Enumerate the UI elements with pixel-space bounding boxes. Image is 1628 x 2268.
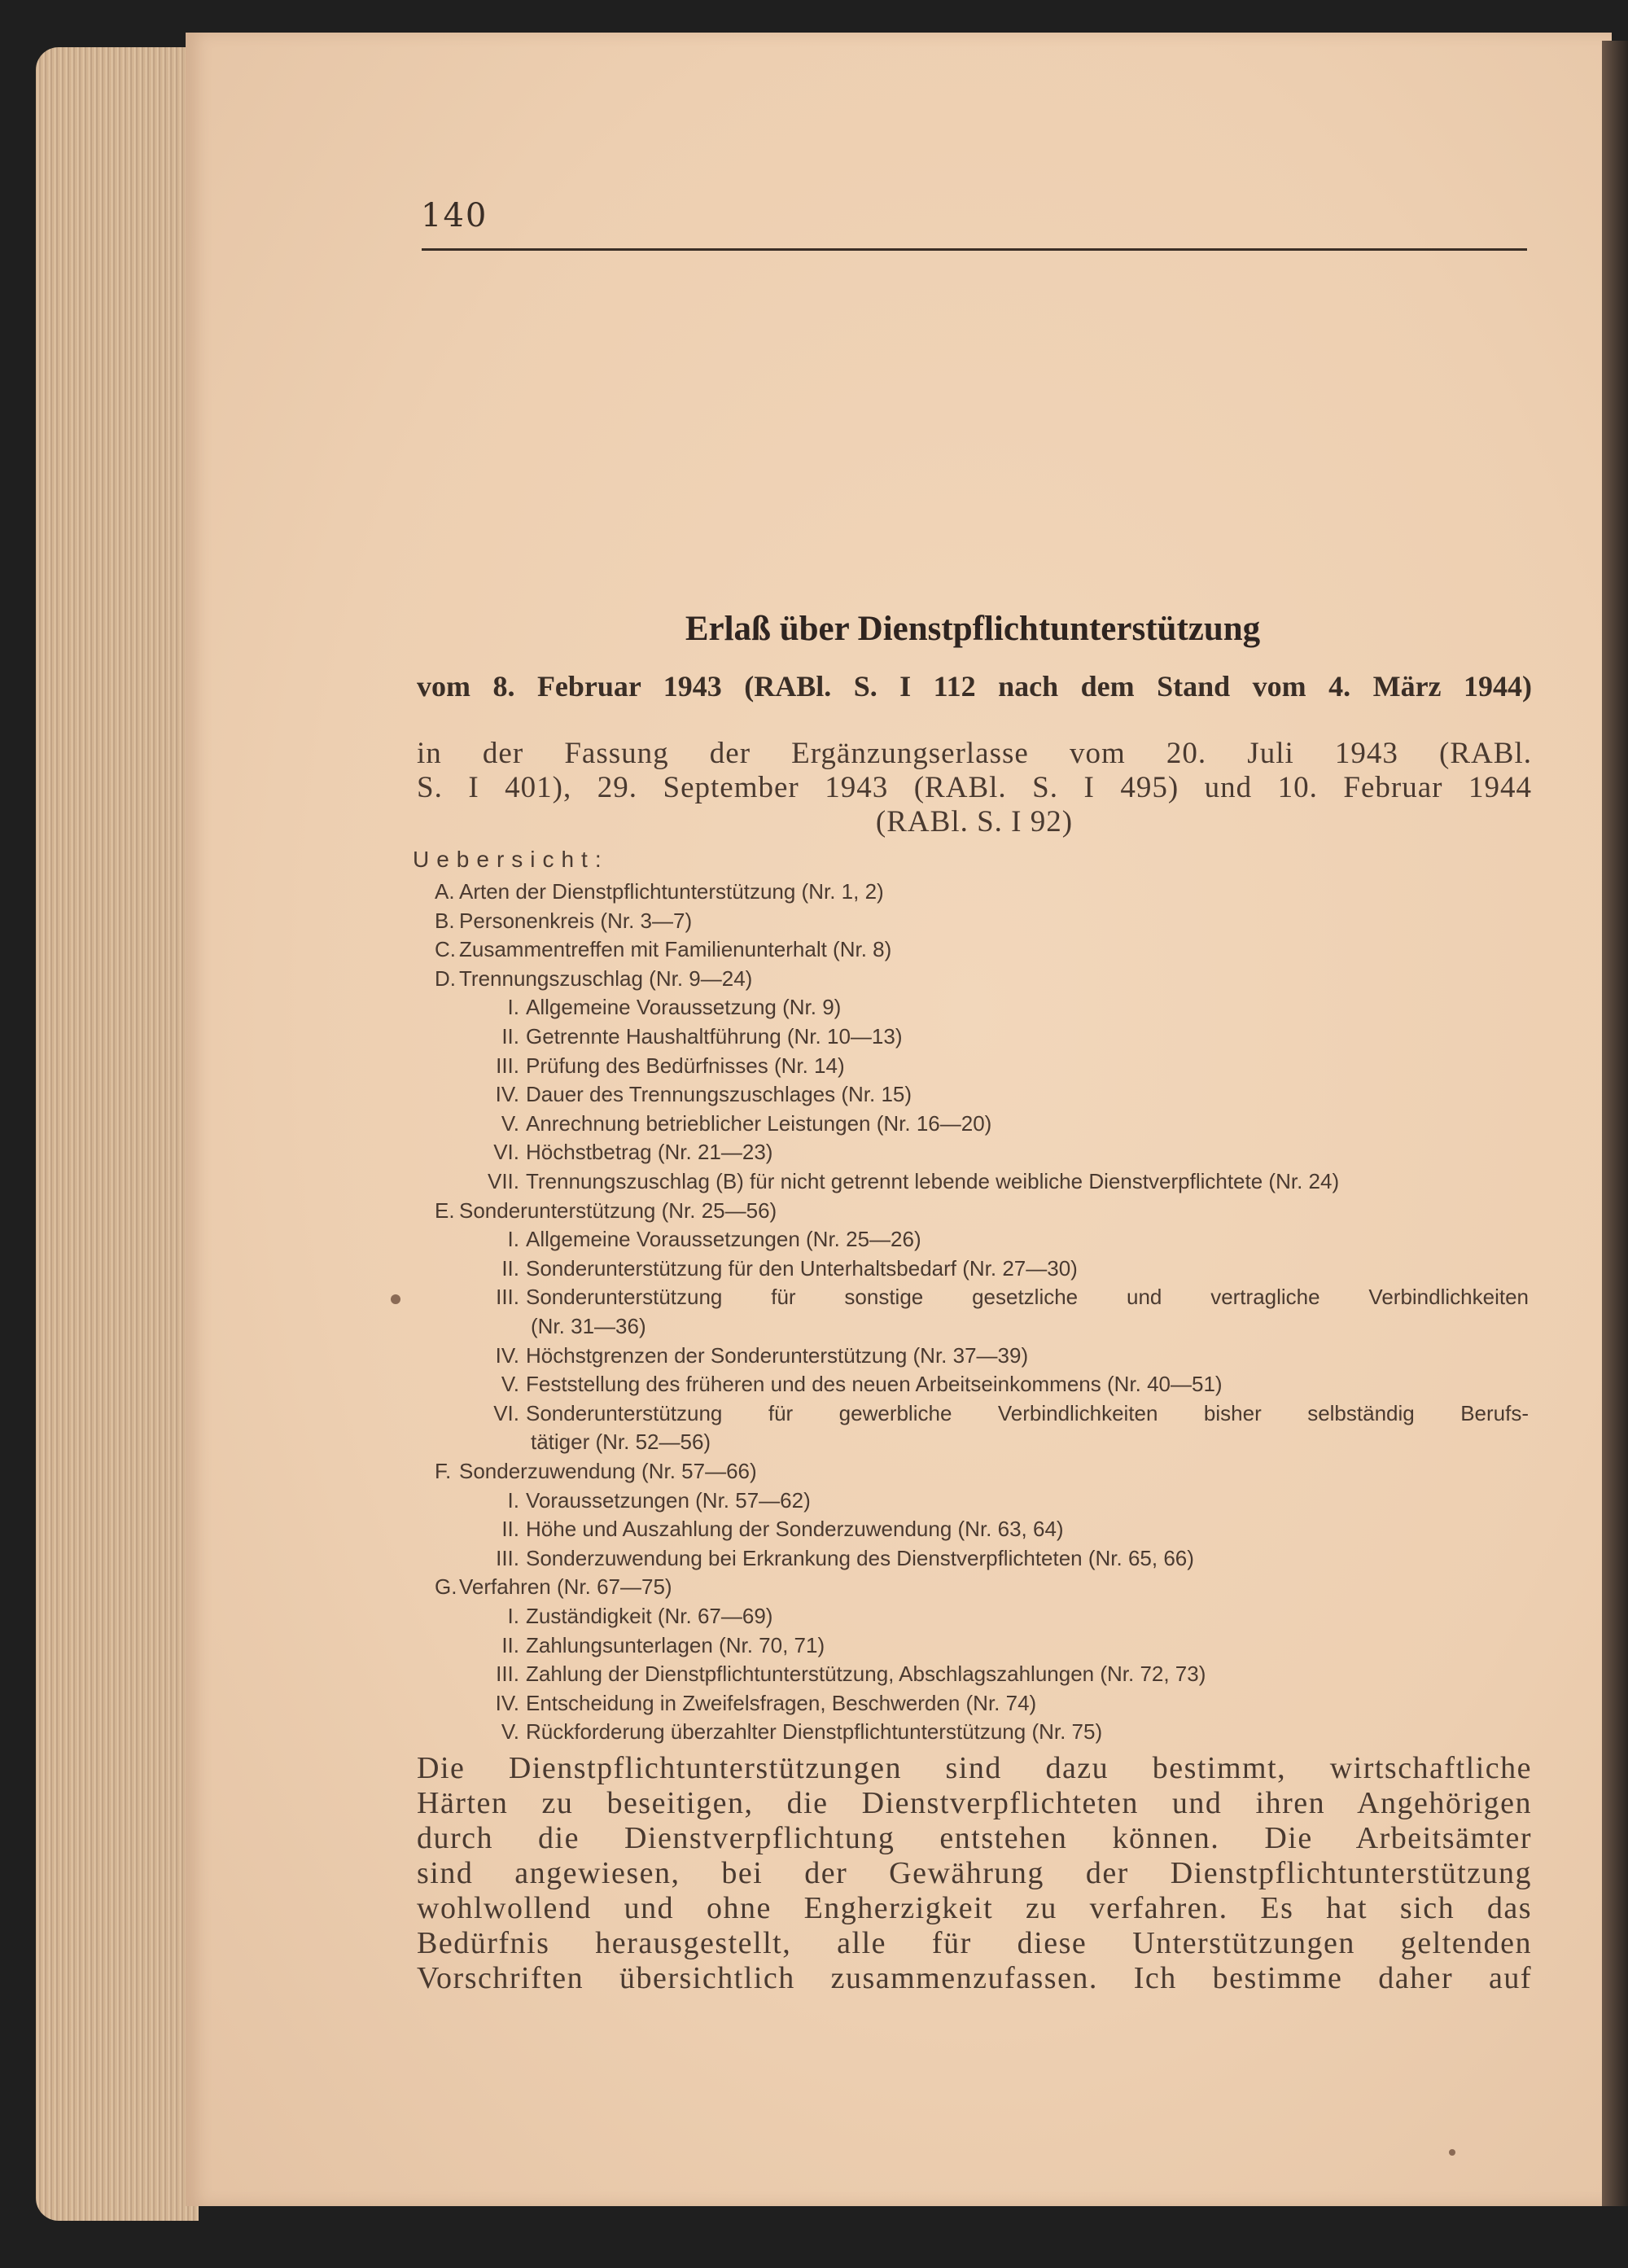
toc-subsection-number: I. — [507, 1227, 519, 1252]
toc-subsection-title: Dauer des Trennungszuschlages (Nr. 15) — [526, 1082, 912, 1107]
toc-section-title: Sonderzuwendung (Nr. 57—66) — [459, 1459, 757, 1483]
toc-section-label: D. — [435, 965, 456, 991]
toc-subsection-title: Trennungszuschlag (B) für nicht getrennt lebende weibliche Dienstverpflichtete (Nr. 24) — [526, 1169, 1340, 1193]
toc-section-title: Personenkreis (Nr. 3—7) — [459, 908, 693, 933]
toc-subsection-number: IV. — [495, 1342, 519, 1368]
toc-section-title: Verfahren (Nr. 67—75) — [459, 1574, 672, 1600]
toc-section-title: Zusammentreffen mit Familienunterhalt (Nr. 8) — [459, 937, 892, 962]
toc-section-label: F. — [435, 1459, 452, 1483]
toc-subsection-number: III. — [496, 1662, 519, 1687]
toc-subsection-title: Allgemeine Voraussetzungen (Nr. 25—26) — [526, 1227, 921, 1252]
body-line: wohlwollend und ohne Engherzigkeit zu verfahren. Es hat sich das — [417, 1891, 1532, 1925]
toc-subsection-title: Feststellung des früheren und des neuen Arbeitseinkommens (Nr. 40—51) — [526, 1372, 1223, 1397]
toc-subsection-number: VI. — [493, 1400, 519, 1425]
toc-section-label: A. — [435, 879, 455, 904]
toc-subsection-title: (Nr. 31—36) — [531, 1314, 646, 1338]
toc-subsection-number: I. — [507, 1604, 519, 1628]
body-line: Bedürfnis herausgestellt, alle für diese Unterstützungen geltenden — [417, 1926, 1532, 1960]
toc-subsection-number: II. — [501, 1517, 519, 1542]
toc-subsection-number: VII. — [487, 1169, 519, 1193]
toc-subsection-number: II. — [501, 1255, 519, 1281]
toc-subsection-title: Getrennte Haushaltführung (Nr. 10—13) — [526, 1024, 903, 1049]
toc-subsection-title: Rückforderung überzahlter Dienstpflichtunterstützung (Nr. 75) — [526, 1719, 1103, 1745]
toc-section-label: C. — [435, 937, 456, 962]
toc-subsection-number: II. — [501, 1024, 519, 1049]
toc-subsection-title: Allgemeine Voraussetzung (Nr. 9) — [526, 995, 842, 1020]
toc-section-label: G. — [435, 1574, 457, 1600]
toc-subsection-title: Zahlungsunterlagen (Nr. 70, 71) — [526, 1632, 825, 1657]
toc-subsection-number: V. — [501, 1110, 519, 1136]
toc-subsection-number: IV. — [495, 1082, 519, 1107]
toc-section-title: Arten der Dienstpflichtunterstützung (Nr. 1, 2) — [459, 879, 884, 904]
toc-subsection-title: Sonderunterstützung für sonstige gesetzliche und vertragliche Verbindlichkeiten — [526, 1285, 1529, 1310]
toc-subsection-title: Voraussetzungen (Nr. 57—62) — [526, 1487, 811, 1513]
body-line: Härten zu beseitigen, die Dienstverpflichteten und ihren Angehörigen — [417, 1786, 1532, 1820]
body-line: durch die Dienstverpflichtung entstehen können. Die Arbeitsämter — [417, 1821, 1532, 1855]
body-line: sind angewiesen, bei der Gewährung der Dienstpflichtunterstützung — [417, 1856, 1532, 1890]
toc-subsection-title: Höhe und Auszahlung der Sonderzuwendung (Nr. 63, 64) — [526, 1517, 1064, 1542]
toc-subsection-title: Prüfung des Bedürfnisses (Nr. 14) — [526, 1053, 845, 1078]
toc-subsection-number: III. — [496, 1545, 519, 1570]
toc-subsection-title: Höchstgrenzen der Sonderunterstützung (Nr. 37—39) — [526, 1342, 1029, 1368]
toc-subsection-number: I. — [507, 995, 519, 1020]
paper-speck — [391, 1294, 400, 1304]
toc-subsection-number: III. — [496, 1285, 519, 1310]
document-subtitle: vom 8. Februar 1943 (RABl. S. I 112 nach dem Stand vom 4. März 1944) — [417, 670, 1532, 703]
toc-section-title: Sonderunterstützung (Nr. 25—56) — [459, 1197, 777, 1223]
body-line: Die Dienstpflichtunterstützungen sind dazu bestimmt, wirtschaftliche — [417, 1751, 1532, 1785]
toc-subsection-number: VI. — [493, 1140, 519, 1165]
toc-section-label: E. — [435, 1197, 455, 1223]
header-rule — [422, 248, 1527, 251]
toc-subsection-title: Sonderunterstützung für den Unterhaltsbedarf (Nr. 27—30) — [526, 1255, 1078, 1281]
toc-subsection-title: tätiger (Nr. 52—56) — [531, 1430, 711, 1455]
book-fore-edge — [36, 47, 199, 2221]
toc-subsection-title: Anrechnung betrieblicher Leistungen (Nr. 16—20) — [526, 1110, 992, 1136]
toc-subsection-title: Zahlung der Dienstpflichtunterstützung, Abschlagszahlungen (Nr. 72, 73) — [526, 1662, 1206, 1687]
body-line: Vorschriften übersichtlich zusammenzufassen. Ich bestimme daher auf — [417, 1961, 1532, 1995]
toc-subsection-number: II. — [501, 1632, 519, 1657]
toc-subsection-title: Sonderunterstützung für gewerbliche Verbindlichkeiten bisher selbständig Berufs- — [526, 1400, 1529, 1425]
toc-subsection-title: Zuständigkeit (Nr. 67—69) — [526, 1604, 773, 1628]
overview-heading: Uebersicht: — [413, 847, 609, 872]
amendment-line: (RABl. S. I 92) — [875, 805, 1074, 838]
toc-subsection-title: Sonderzuwendung bei Erkrankung des Dienstverpflichteten (Nr. 65, 66) — [526, 1545, 1194, 1570]
toc-section-title: Trennungszuschlag (Nr. 9—24) — [459, 965, 753, 991]
amendment-line: in der Fassung der Ergänzungserlasse vom 20. Juli 1943 (RABl. — [417, 737, 1532, 770]
toc-subsection-number: V. — [501, 1372, 519, 1397]
page-number: 140 — [421, 197, 488, 234]
document-title: Erlaß über Dienstpflichtunterstützung — [685, 610, 1261, 648]
toc-section-label: B. — [435, 908, 455, 933]
toc-subsection-title: Höchstbetrag (Nr. 21—23) — [526, 1140, 773, 1165]
toc-subsection-number: IV. — [495, 1690, 519, 1715]
paper-speck — [1449, 2149, 1455, 2156]
toc-subsection-number: III. — [496, 1053, 519, 1078]
toc-subsection-title: Entscheidung in Zweifelsfragen, Beschwerden (Nr. 74) — [526, 1690, 1037, 1715]
toc-subsection-number: I. — [507, 1487, 519, 1513]
amendment-line: S. I 401), 29. September 1943 (RABl. S. I 495) und 10. Februar 1944 — [417, 771, 1532, 804]
book-gutter-shadow — [1602, 41, 1628, 2206]
toc-subsection-number: V. — [501, 1719, 519, 1745]
